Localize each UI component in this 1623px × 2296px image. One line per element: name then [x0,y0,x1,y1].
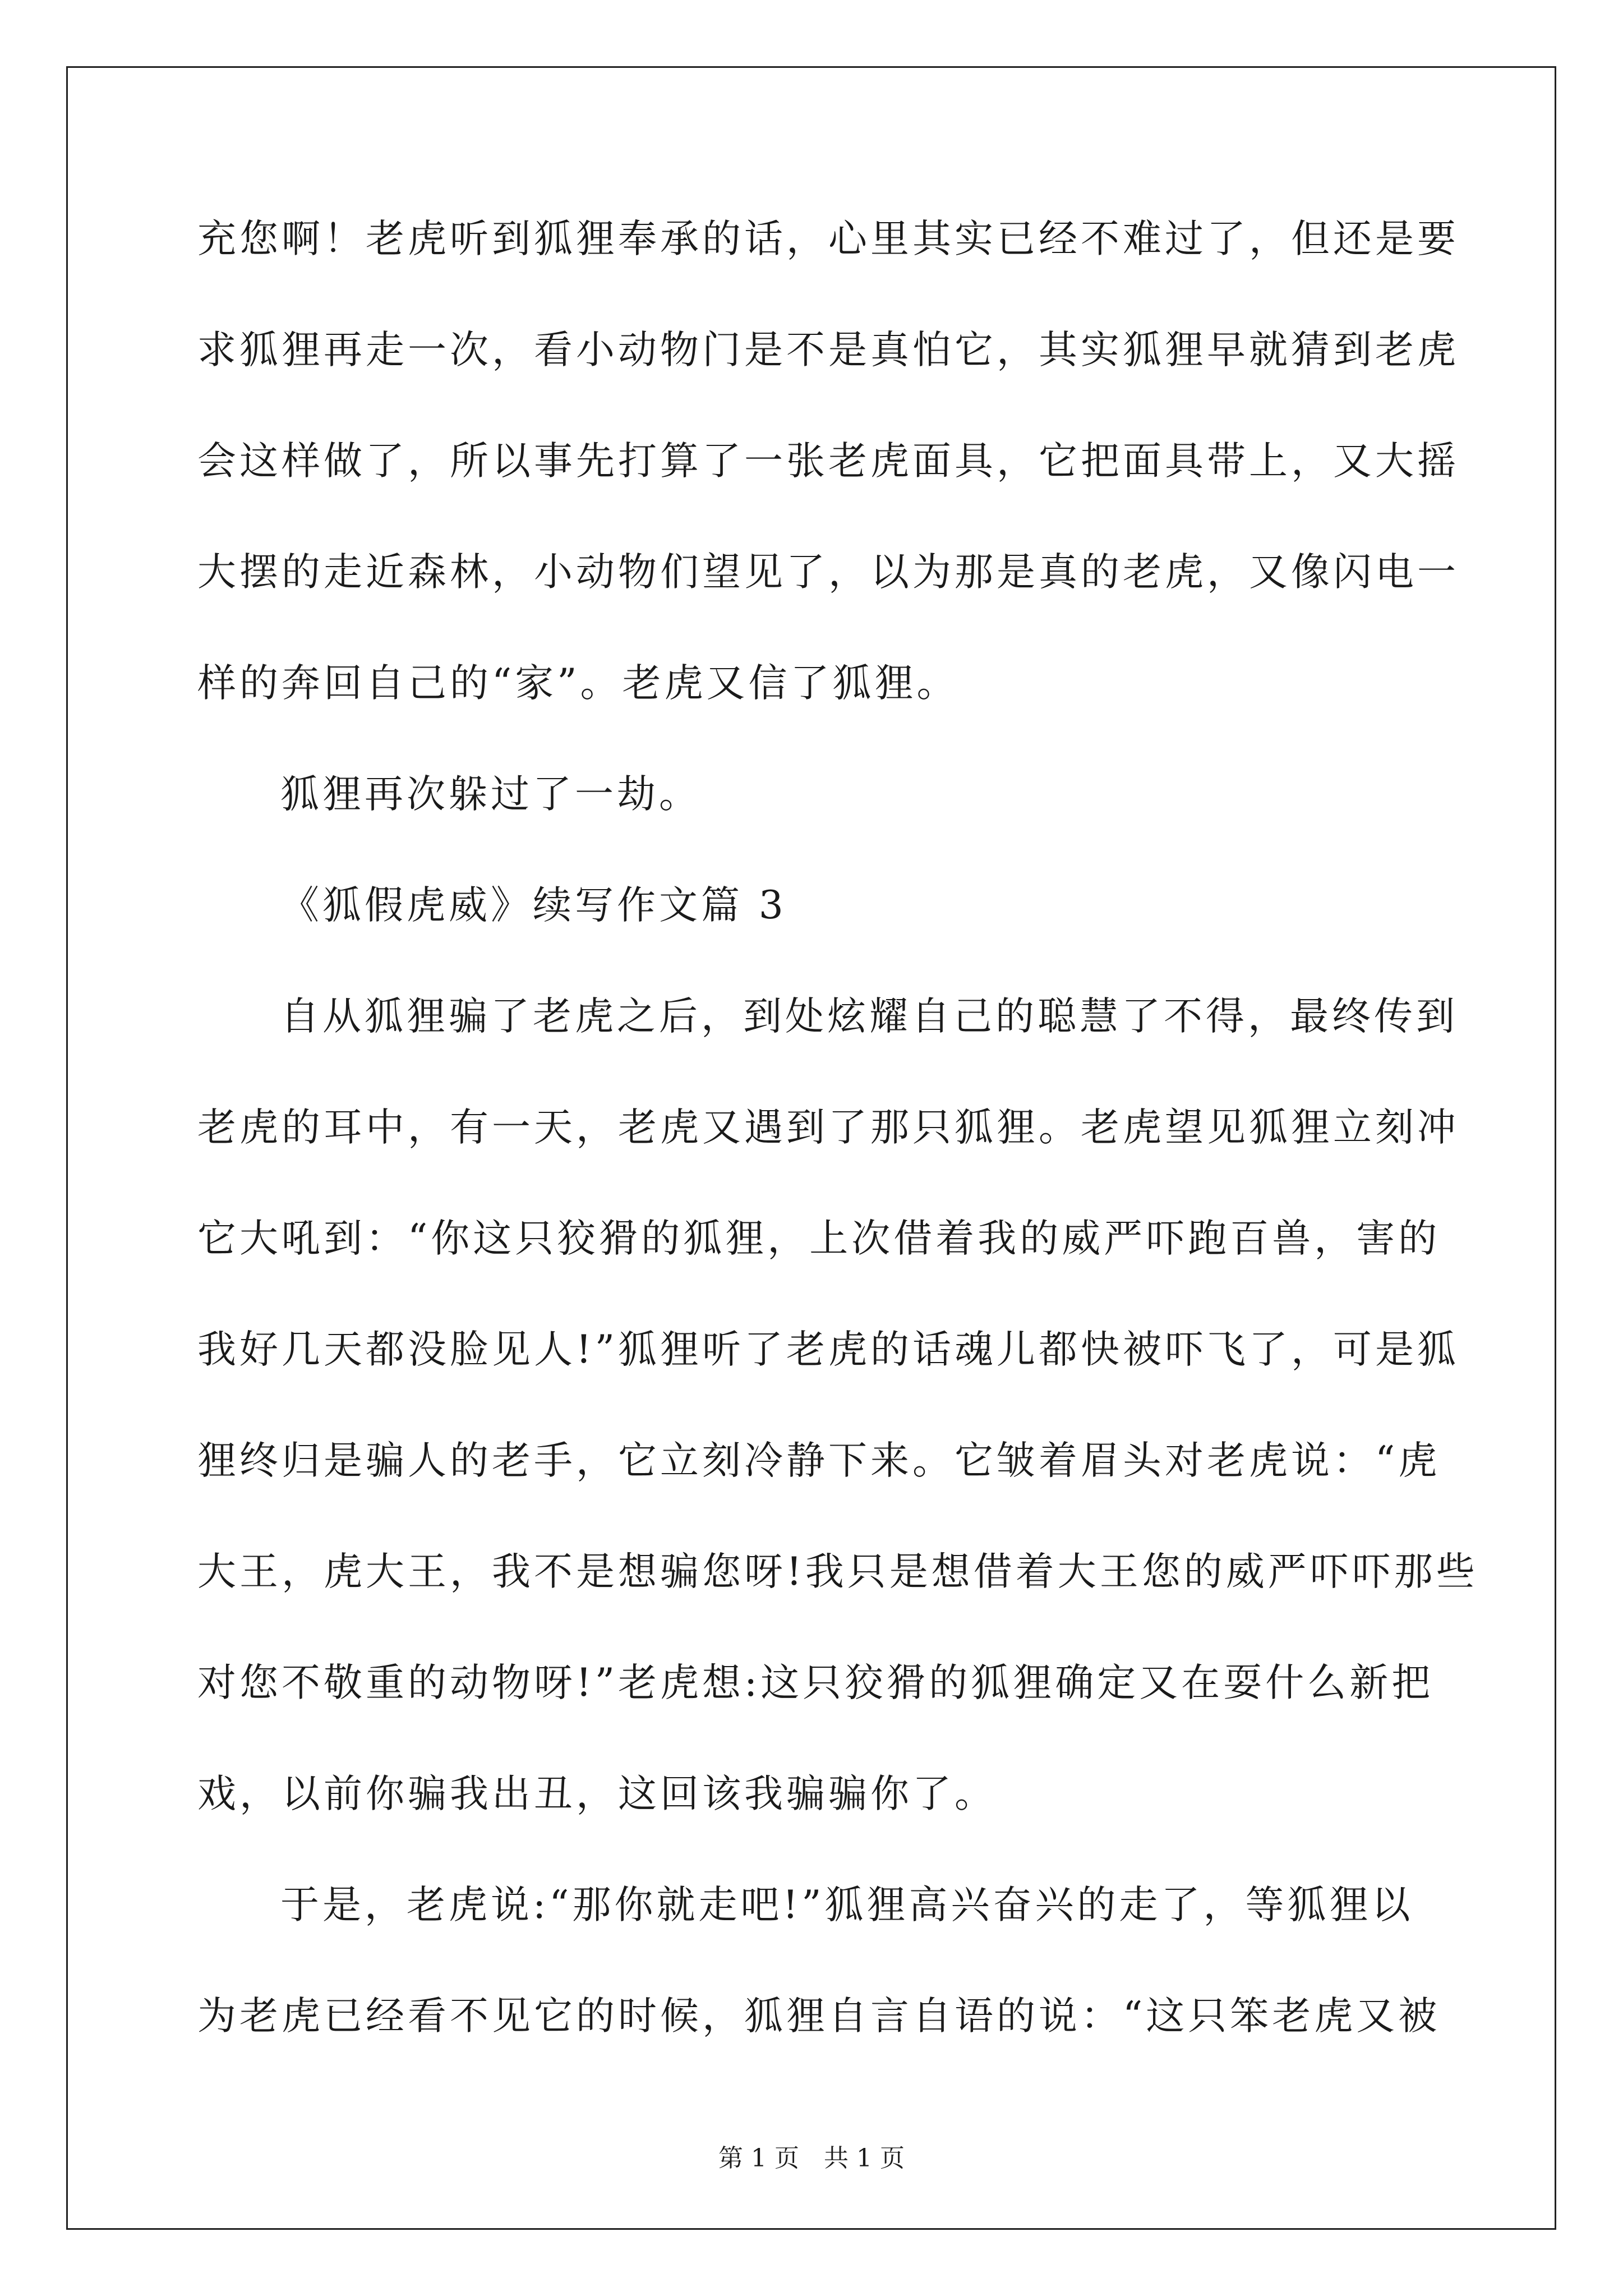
text-line: 会这样做了，所以事先打算了一张老虎面具，它把面具带上，又大摇 [197,439,1459,484]
text-line: 戏，以前你骗我出丑，这回该我骗骗你了。 [197,1772,997,1816]
page-number: 第 1 页 共 1 页 [718,2144,905,2173]
text-line: 大王，虎大王，我不是想骗您呀!我只是想借着大王您的威严吓吓那些 [197,1549,1478,1594]
text-line: 为老虎已经看不见它的时候，狐狸自言自语的说：“这只笨老虎又被 [197,1994,1441,2039]
paragraph-line: 狐狸再次躲过了一劫。 [280,772,701,817]
text-line: 老虎的耳中，有一天，老虎又遇到了那只狐狸。老虎望见狐狸立刻冲 [197,1105,1459,1150]
text-line: 样的奔回自己的“家”。老虎又信了狐狸。 [197,661,959,706]
paragraph-line: 于是，老虎说:“那你就走吧!”狐狸高兴奋兴的走了，等狐狸以 [280,1883,1414,1927]
text-line: 它大吼到：“你这只狡猾的狐狸，上次借着我的威严吓跑百兽，害的 [197,1216,1441,1261]
text-line: 充您啊！老虎听到狐狸奉承的话，心里其实已经不难过了，但还是要 [197,217,1459,261]
paragraph-line: 自从狐狸骗了老虎之后，到处炫耀自己的聪慧了不得，最终传到 [280,994,1458,1039]
text-line: 大摆的走近森林，小动物们望见了，以为那是真的老虎，又像闪电一 [197,550,1459,595]
text-line: 我好几天都没脸见人!”狐狸听了老虎的话魂儿都快被吓飞了，可是狐 [197,1327,1460,1372]
section-heading: 《狐假虎威》续写作文篇 3 [280,883,787,928]
text-line: 狸终归是骗人的老手，它立刻冷静下来。它皱着眉头对老虎说：“虎 [197,1438,1441,1483]
text-line: 求狐狸再走一次，看小动物门是不是真怕它，其实狐狸早就猜到老虎 [197,328,1459,372]
text-line: 对您不敬重的动物呀!”老虎想:这只狡猾的狐狸确定又在耍什么新把 [197,1660,1434,1705]
